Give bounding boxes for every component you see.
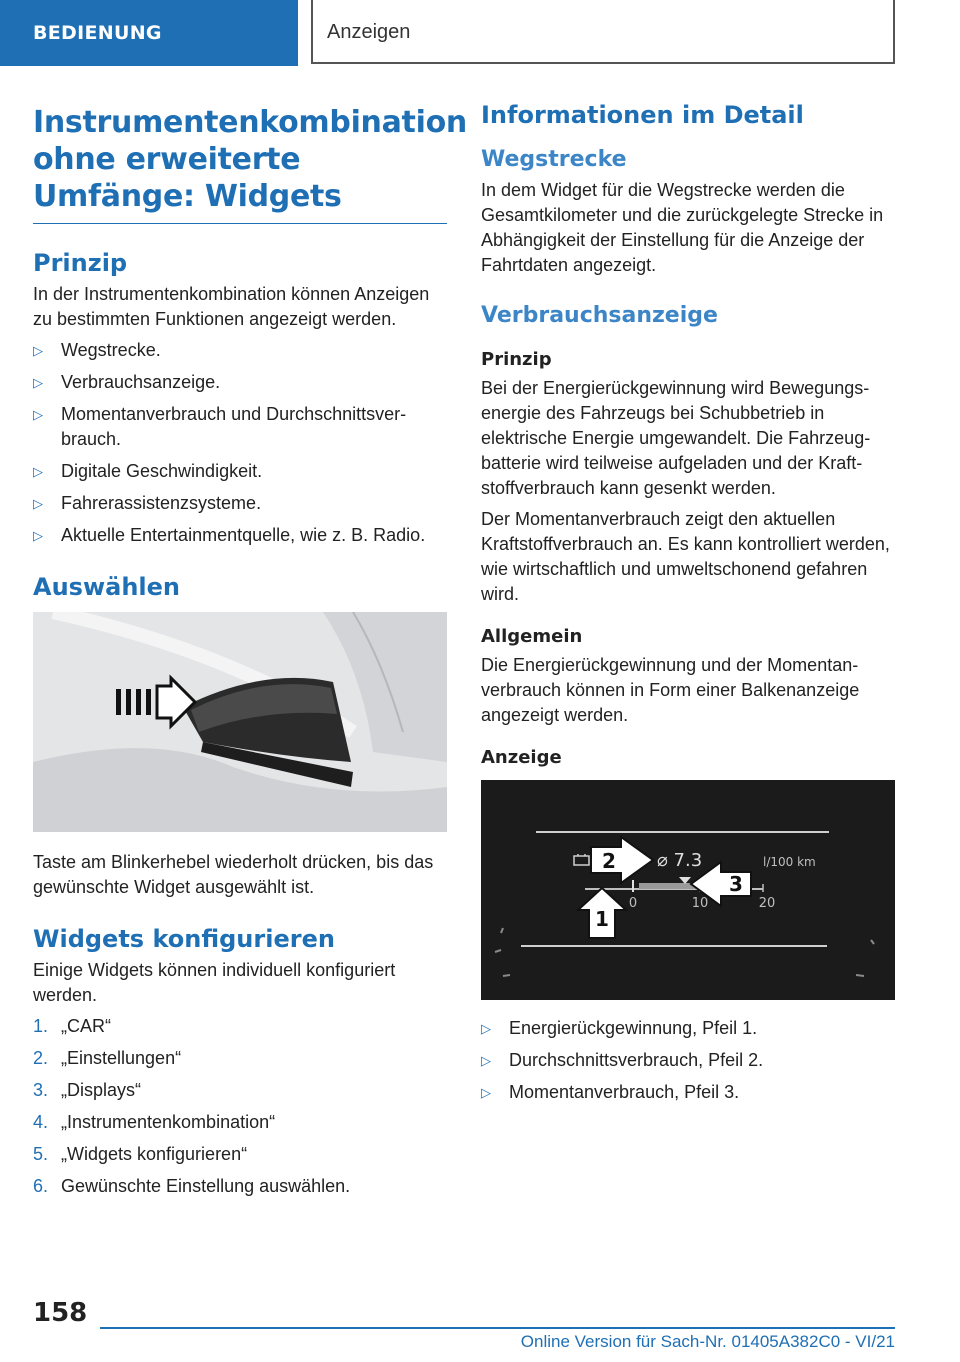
left-column bbox=[33, 100, 467, 1206]
allgemein-text: Die Energierückgewinnung und der Momentanverbrauch können in Form einer Balkenanzeige angezeigt werden. bbox=[481, 655, 860, 725]
footer-version-text: Online Version für Sach-Nr. 01405A382C0 - VI/21 bbox=[520, 1332, 895, 1351]
svg-text:1: 1 bbox=[595, 907, 609, 931]
auswaehlen-text: Taste am Blinkerhebel wiederholt drücken, bis das gewünschte Widget ausgewählt ist. bbox=[33, 852, 434, 897]
svg-text:⌀ 7.3: ⌀ 7.3 bbox=[657, 850, 703, 871]
list-item: ▷ Wegstrecke. bbox=[33, 338, 447, 363]
config-steps bbox=[33, 1014, 447, 1199]
triangle-bullet-icon: ▷ bbox=[481, 1021, 491, 1036]
allgemein-heading: Allgemein bbox=[481, 626, 583, 647]
konfigurieren-text: Einige Widgets können individuell konfiguriert werden. bbox=[33, 960, 396, 1005]
display-legend-list bbox=[481, 1016, 895, 1105]
prinzip-text: In der Instrumentenkombination können Anzeigen zu bestimmten Funktionen angezeigt werden. bbox=[33, 284, 430, 329]
step-item: 2. „Einstellungen“ bbox=[33, 1048, 182, 1068]
wegstrecke-text: In dem Widget für die Wegstrecke werden die Gesamtkilometer und die zurückgelegte Strecke in Abhängigkeit der Einstellung für die Anzeige der Fahrtdaten angezeigt. bbox=[481, 180, 884, 275]
step-item: 1. „CAR“ bbox=[33, 1016, 111, 1036]
lever-illustration bbox=[33, 612, 447, 832]
auswaehlen-heading: Auswählen bbox=[33, 573, 180, 601]
page-header bbox=[0, 0, 960, 66]
svg-text:0: 0 bbox=[628, 896, 638, 911]
list-item: ▷ Fahrerassistenzsysteme. bbox=[33, 491, 447, 516]
triangle-bullet-icon: ▷ bbox=[33, 464, 43, 479]
svg-text:2: 2 bbox=[602, 849, 616, 873]
list-item: ▷ Energierückgewinnung, Pfeil 1. bbox=[481, 1016, 895, 1041]
prinzip-heading: Prinzip bbox=[33, 249, 128, 277]
step-item: 5. „Widgets konfigurieren“ bbox=[33, 1144, 248, 1164]
subsection-tab[interactable]: Anzeigen bbox=[311, 0, 895, 64]
triangle-bullet-icon: ▷ bbox=[33, 528, 43, 543]
page-title: Instrumentenkombination ohne erweiterte Umfänge: Widgets bbox=[33, 104, 447, 224]
triangle-bullet-icon: ▷ bbox=[33, 407, 43, 422]
consumption-display-image bbox=[481, 780, 895, 1000]
anzeige-heading: Anzeige bbox=[481, 747, 562, 768]
step-item: 4. „Instrumentenkombination“ bbox=[33, 1112, 276, 1132]
svg-text:l/100 km: l/100 km bbox=[763, 855, 816, 869]
verbrauch-heading: Verbrauchsanzeige bbox=[481, 303, 718, 328]
footer-divider bbox=[100, 1327, 895, 1329]
section-tab[interactable]: BEDIENUNG bbox=[0, 0, 298, 66]
svg-text:3: 3 bbox=[729, 872, 743, 896]
list-item: ▷ Momentanverbrauch und Durchschnittsverbrauch. bbox=[33, 404, 407, 449]
page-number: 158 bbox=[33, 1298, 88, 1328]
triangle-bullet-icon: ▷ bbox=[33, 496, 43, 511]
step-item: 6. Gewünschte Einstellung auswählen. bbox=[33, 1176, 351, 1196]
triangle-bullet-icon: ▷ bbox=[33, 343, 43, 358]
widget-list bbox=[33, 338, 447, 548]
triangle-bullet-icon: ▷ bbox=[481, 1053, 491, 1068]
list-item: ▷ Digitale Geschwindigkeit. bbox=[33, 459, 447, 484]
list-item: ▷ Verbrauchsanzeige. bbox=[33, 370, 447, 395]
right-column bbox=[481, 100, 895, 1112]
konfigurieren-heading: Widgets konfigurieren bbox=[33, 925, 335, 953]
page-footer bbox=[0, 1290, 960, 1362]
detail-heading: Informationen im Detail bbox=[481, 101, 804, 129]
consumption-display-illustration bbox=[481, 780, 895, 1000]
svg-text:20: 20 bbox=[758, 896, 776, 911]
verbrauch-prinzip-text-2: Der Momentanverbrauch zeigt den aktuellen Kraftstoffverbrauch an. Es kann kontrolliert werden, wie wirtschaftlich und umweltschonend gefahren wird. bbox=[481, 509, 890, 604]
turn-signal-lever-image bbox=[33, 612, 447, 832]
triangle-bullet-icon: ▷ bbox=[481, 1085, 491, 1100]
list-item: ▷ Momentanverbrauch, Pfeil 3. bbox=[481, 1080, 895, 1105]
step-item: 3. „Displays“ bbox=[33, 1080, 142, 1100]
verbrauch-prinzip-heading: Prinzip bbox=[481, 349, 552, 370]
wegstrecke-heading: Wegstrecke bbox=[481, 147, 627, 172]
triangle-bullet-icon: ▷ bbox=[33, 375, 43, 390]
list-item: ▷ Aktuelle Entertainmentquelle, wie z. B. Radio. bbox=[33, 523, 447, 548]
list-item: ▷ Durchschnittsverbrauch, Pfeil 2. bbox=[481, 1048, 895, 1073]
verbrauch-prinzip-text-1: Bei der Energierückgewinnung wird Bewegungsenergie des Fahrzeugs bei Schubbetrieb in elektrische Energie umgewandelt. Die Fahrzeugbatterie wird teilweise aufgeladen und der Kraftstoffverbrauch kann gesenkt werden. bbox=[481, 378, 871, 498]
svg-text:10: 10 bbox=[691, 896, 709, 911]
